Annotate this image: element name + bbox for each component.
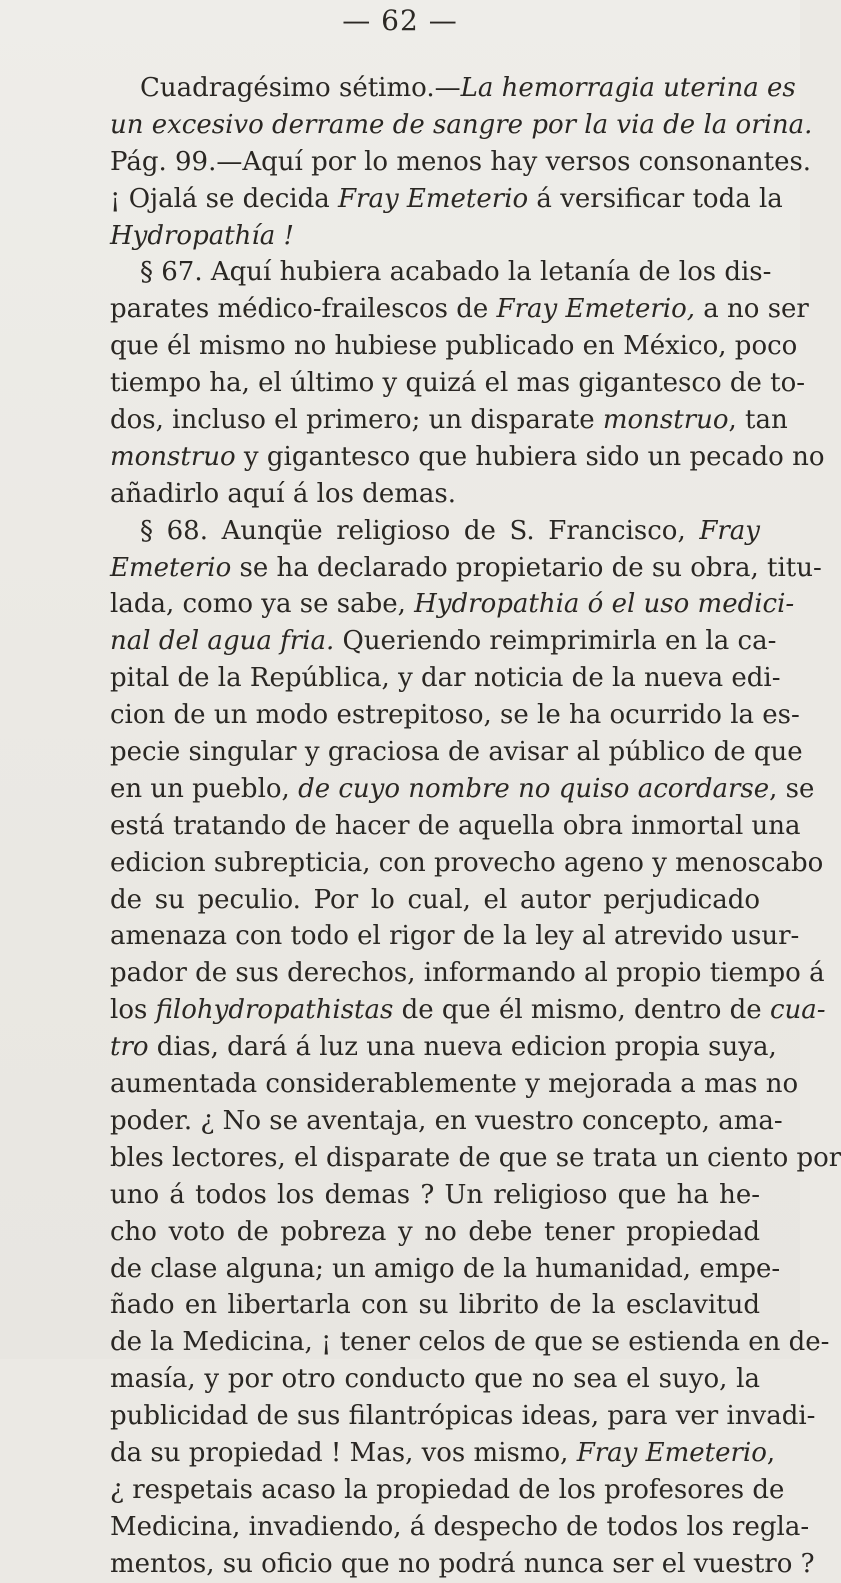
text-segment: dos, incluso el primero; un disparate: [110, 405, 603, 436]
italic-text-segment: Fray Emeterio,: [496, 294, 695, 325]
text-segment: añadirlo aquí á los demas.: [110, 478, 456, 509]
text-line: [110, 70, 796, 107]
text-segment: § 68. Aunqüe religioso de S. Francisco,: [140, 515, 700, 546]
text-segment: de su peculio. Por lo cual, el autor perjudicado: [110, 884, 760, 915]
text-segment: masía, y por otro conducto que no sea el suyo, la: [110, 1364, 760, 1395]
text-segment: dias, dará á luz una nueva edicion propia suya,: [148, 1032, 777, 1063]
text-line: [110, 1361, 760, 1398]
text-line: [110, 144, 812, 181]
body-text: [110, 70, 841, 1583]
text-line: [110, 328, 798, 365]
text-segment: en un pueblo,: [110, 773, 299, 804]
text-segment: poder. ¿ No se aventaja, en vuestro concepto, ama-: [110, 1105, 783, 1136]
text-line: [110, 1287, 760, 1324]
text-segment: a no ser: [695, 294, 809, 325]
text-segment: , se: [769, 773, 815, 804]
italic-text-segment: Hydropathia ó el uso medici-: [414, 589, 795, 620]
text-line: [110, 513, 760, 550]
italic-text-segment: Hydropathía !: [110, 220, 294, 251]
text-line: [110, 1177, 760, 1214]
text-segment: ñado en libertarla con su librito de la esclavitud: [110, 1290, 760, 1321]
text-line: [110, 402, 788, 439]
text-segment: ¡ Ojalá se decida: [110, 183, 338, 214]
text-line: [110, 1324, 830, 1361]
text-segment: á versificar toda la: [528, 183, 783, 214]
text-line: [110, 882, 760, 919]
text-line: [110, 697, 800, 734]
text-segment: de la Medicina, ¡ tener celos de que se estienda en de-: [110, 1327, 830, 1358]
text-segment: Pág. 99.—Aquí por lo menos hay versos consonantes.: [110, 146, 812, 177]
text-line: [110, 771, 815, 808]
text-segment: publicidad de sus filantrópicas ideas, para ver invadi-: [110, 1401, 816, 1432]
italic-text-segment: un excesivo derrame de sangre por la via de la orina.: [110, 109, 813, 140]
text-line: [110, 1472, 785, 1509]
italic-text-segment: cua-: [769, 995, 826, 1026]
text-segment: ¿ respetais acaso la propiedad de los profesores de: [110, 1474, 785, 1505]
text-segment: está tratando de hacer de aquella obra inmortal una: [110, 810, 801, 841]
text-line: [110, 992, 826, 1029]
text-line: [110, 1103, 783, 1140]
italic-text-segment: filohydropathistas: [155, 995, 394, 1026]
text-segment: bles lectores, el disparate de que se trata un ciento por: [110, 1142, 841, 1173]
text-line: [110, 476, 760, 513]
text-line: [110, 918, 800, 955]
italic-text-segment: monstruo: [602, 405, 729, 436]
italic-text-segment: La hemorragia uterina es: [460, 73, 796, 103]
italic-text-segment: tro: [110, 1032, 149, 1063]
text-line: [110, 1435, 776, 1472]
text-line: [110, 1140, 841, 1177]
text-line: [110, 550, 822, 587]
text-segment: Cuadragésimo sétimo.—: [140, 73, 461, 103]
italic-text-segment: Fray: [699, 515, 760, 546]
text-line: [110, 660, 781, 697]
text-line: [110, 107, 813, 144]
text-line: [110, 291, 809, 328]
text-line: [110, 1546, 815, 1583]
text-segment: uno á todos los demas ? Un religioso que ha he-: [110, 1179, 760, 1210]
text-segment: pital de la República, y dar noticia de la nueva edi-: [110, 663, 781, 694]
italic-text-segment: Fray Emeterio: [337, 183, 529, 214]
text-line: [110, 808, 801, 845]
text-segment: parates médico-frailescos de: [110, 294, 497, 325]
text-segment: Medicina, invadiendo, á despecho de todos los regla-: [110, 1511, 810, 1542]
text-segment: aumentada considerablemente y mejorada a mas no: [110, 1069, 799, 1100]
italic-text-segment: de cuyo nombre no quiso acordarse: [298, 773, 770, 804]
text-line: [110, 218, 760, 255]
text-segment: edicion subrepticia, con provecho ageno y menoscabo: [110, 847, 824, 878]
text-line: [110, 845, 824, 882]
page-number: — 62 —: [342, 4, 458, 37]
text-segment: se ha declarado propietario de su obra, titu-: [231, 552, 822, 583]
text-segment: tiempo ha, el último y quizá el mas gigantesco de to-: [110, 368, 806, 399]
text-line: [110, 1214, 760, 1251]
text-segment: que él mismo no hubiese publicado en México, poco: [110, 331, 798, 362]
text-segment: y gigantesco que hubiera sido un pecado no: [235, 441, 825, 472]
text-segment: los: [110, 995, 156, 1026]
text-line: [110, 365, 806, 402]
italic-text-segment: nal del agua fria.: [110, 626, 335, 657]
text-segment: pecie singular y graciosa de avisar al público de que: [110, 737, 803, 768]
text-segment: de que él mismo, dentro de: [393, 995, 770, 1026]
text-segment: § 67. Aquí hubiera acabado la letanía de los dis-: [140, 257, 772, 288]
text-line: [110, 1509, 810, 1546]
text-line: [110, 254, 772, 291]
text-segment: mentos, su oficio que no podrá nunca ser el vuestro ?: [110, 1548, 815, 1579]
text-segment: da su propiedad ! Mas, vos mismo,: [110, 1437, 577, 1468]
text-line: [110, 955, 825, 992]
text-segment: amenaza con todo el rigor de la ley al atrevido usur-: [110, 921, 800, 952]
text-line: [110, 439, 825, 476]
text-segment: pador de sus derechos, informando al propio tiempo á: [110, 958, 825, 989]
text-line: [110, 1251, 781, 1288]
text-line: [110, 623, 777, 660]
text-segment: ,: [766, 1437, 776, 1468]
text-segment: , tan: [728, 405, 788, 436]
text-line: [110, 181, 783, 218]
text-segment: lada, como ya se sabe,: [110, 589, 415, 620]
italic-text-segment: monstruo: [110, 441, 236, 472]
text-segment: de clase alguna; un amigo de la humanidad, empe-: [110, 1253, 781, 1284]
text-line: [110, 1029, 777, 1066]
text-segment: Queriendo reimprimirla en la ca-: [334, 626, 777, 657]
text-line: [110, 586, 795, 623]
text-line: [110, 1066, 799, 1103]
text-line: [110, 734, 803, 771]
text-segment: cion de un modo estrepitoso, se le ha ocurrido la es-: [110, 700, 800, 731]
italic-text-segment: Fray Emeterio: [576, 1437, 767, 1468]
italic-text-segment: Emeterio: [110, 552, 232, 583]
text-segment: cho voto de pobreza y no debe tener propiedad: [110, 1216, 760, 1247]
text-line: [110, 1398, 816, 1435]
